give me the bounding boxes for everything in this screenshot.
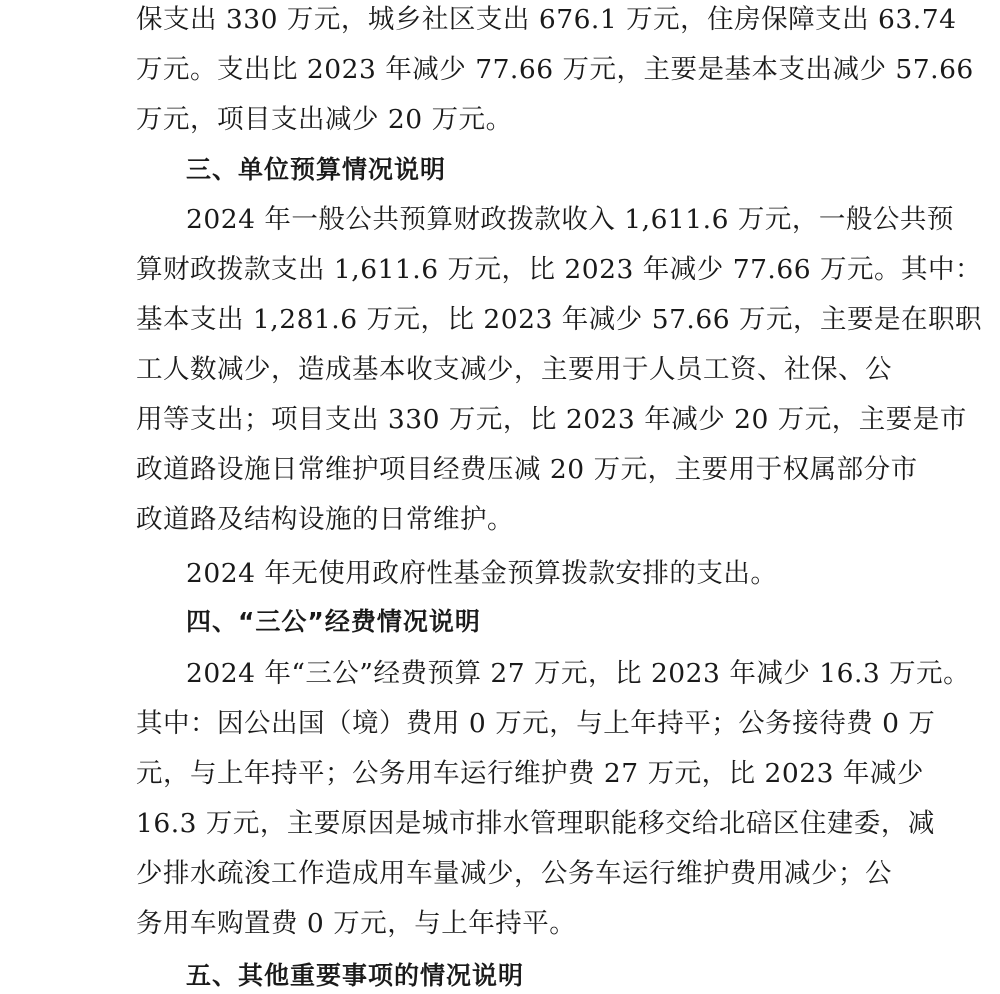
text-line: 用等支出；项目支出 330 万元，比 2023 年减少 20 万元，主要是市 [136, 404, 967, 435]
text-line: 其中：因公出国（境）费用 0 万元，与上年持平；公务接待费 0 万 [136, 708, 936, 739]
text-line: 基本支出 1,281.6 万元，比 2023 年减少 57.66 万元，主要是在职职 [136, 304, 982, 335]
text-line: 政道路及结构设施的日常维护。 [136, 504, 514, 535]
text-line: 工人数减少，造成基本收支减少，主要用于人员工资、社保、公 [136, 354, 892, 385]
text-line: 政道路设施日常维护项目经费压减 20 万元，主要用于权属部分市 [136, 454, 918, 485]
text-line: 少排水疏浚工作造成用车量减少，公务车运行维护费用减少；公 [136, 858, 892, 889]
text-line: 2024 年无使用政府性基金预算拨款安排的支出。 [186, 558, 778, 589]
text-line: 算财政拨款支出 1,611.6 万元，比 2023 年减少 77.66 万元。其中： [136, 254, 982, 285]
text-line: 万元。支出比 2023 年减少 77.66 万元，主要是基本支出减少 57.66 [136, 54, 974, 85]
text-line: 元，与上年持平；公务用车运行维护费 27 万元，比 2023 年减少 [136, 758, 924, 789]
text-line: 16.3 万元，主要原因是城市排水管理职能移交给北碚区住建委，减 [136, 808, 935, 839]
text-line: 2024 年“三公”经费预算 27 万元，比 2023 年减少 16.3 万元。 [186, 658, 971, 689]
text-line: 2024 年一般公共预算财政拨款收入 1,611.6 万元，一般公共预 [186, 204, 954, 235]
section-heading: 五、其他重要事项的情况说明 [186, 961, 525, 990]
section-heading: 三、单位预算情况说明 [186, 155, 447, 184]
text-line: 保支出 330 万元，城乡社区支出 676.1 万元，住房保障支出 63.74 [136, 4, 957, 35]
text-line: 万元，项目支出减少 20 万元。 [136, 104, 513, 135]
section-heading: 四、“三公”经费情况说明 [186, 607, 481, 636]
text-line: 务用车购置费 0 万元，与上年持平。 [136, 908, 577, 939]
